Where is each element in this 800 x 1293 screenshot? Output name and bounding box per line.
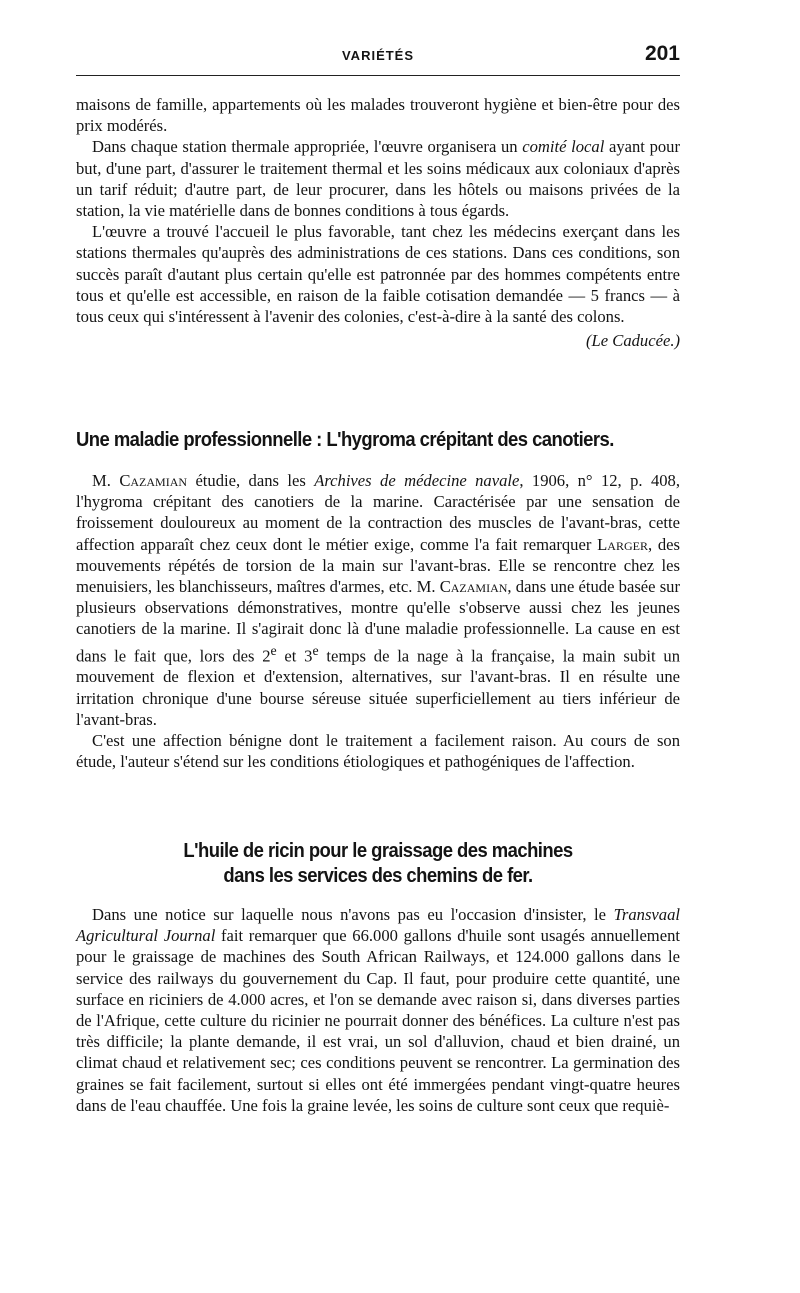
- text-run: Dans une notice sur laquelle nous n'avons pas eu l'occasion d'insister, le: [92, 905, 614, 924]
- running-head: [76, 42, 680, 72]
- superscript: e: [312, 642, 319, 658]
- paragraph: [76, 136, 680, 221]
- article-continuation: [76, 94, 680, 351]
- text-run: ayant pour but, d'une part, d'assurer le traitement thermal et les soins médicaux aux coloniaux d'après un tarif réduit; d'autre part, de leur procurer, dans les hôtels ou maisons privées de la station, la vie matérielle dans de bonnes conditions à tous égards.: [76, 137, 680, 221]
- author-name: Larger: [597, 534, 648, 554]
- journal-title: Archives de médecine navale: [314, 471, 520, 490]
- heading-line: L'huile de ricin pour le graissage des machines: [183, 839, 573, 862]
- author-name: Cazamian: [439, 577, 508, 597]
- section-heading: [106, 838, 650, 888]
- italic-term: comité local: [522, 137, 605, 157]
- article-ricin: [76, 904, 680, 1116]
- paragraph: [76, 470, 680, 730]
- journal-title: Transvaal Agricultural Journal: [76, 905, 680, 946]
- running-title: VARIÉTÉS: [341, 48, 415, 63]
- text-run: Dans chaque station thermale appropriée, l'œuvre organisera un: [92, 137, 523, 157]
- source-citation: (Le Caducée.): [586, 331, 680, 351]
- text-run: , des mouvements répétés de torsion de la main sur l'avant-bras. Elle se rencontre chez les menuisiers, les blanchisseurs, maîtres d'armes, etc. M.: [76, 534, 680, 597]
- text-run: , 1906, n° 12, p. 408, l'hygroma crépitant des canotiers de la marine. Caractérisée par une sensation de froissement douloureux au moment de la contraction des muscles de l'avant-bras, cette affection apparaît chez ceux dont le métier exige, comme l'a fait remarquer: [76, 471, 680, 554]
- section-heading: Une maladie professionnelle : L'hygroma crépitant des canotiers.: [76, 428, 614, 451]
- text-run: M.: [92, 471, 120, 490]
- article-hygroma: [76, 470, 680, 772]
- text-run: , dans une étude basée sur plusieurs observations démonstratives, montre qu'elle s'observe aussi chez les jeunes canotiers de la marine. Il s'agirait donc là d'une maladie professionnelle. La cause en est dans le fait que, lors des 2: [76, 577, 680, 666]
- paragraph: maisons de famille, appartements où les malades trouveront hygiène et bien-être pour des prix modérés.: [76, 95, 680, 136]
- superscript: e: [270, 642, 277, 658]
- text-run: et 3: [276, 646, 313, 666]
- text-run: étudie, dans les: [187, 471, 315, 490]
- text-run: temps de la nage à la française, la main subit un mouvement de flexion et d'extension, alternatives, sur l'avant-bras. Il en résulte une irritation chronique d'une bourse séreuse située superficiellement au tiers inférieur de l'avant-bras.: [76, 646, 681, 729]
- heading-line: dans les services des chemins de fer.: [223, 864, 533, 887]
- paragraph: L'œuvre a trouvé l'accueil le plus favorable, tant chez les médecins exerçant dans les stations thermales qu'auprès des administrations de ces stations. Dans ces conditions, son succès paraît d'autant plus certain qu'elle est patronnée par des hommes compétents entre tous et qu'elle est accessible, en raison de la faible cotisation demandée — 5 francs — à tous ceux qui s'intéressent à l'avenir des colonies, c'est-à-dire à la santé des colons.: [76, 222, 680, 327]
- paragraph: [76, 904, 680, 1116]
- paragraph: C'est une affection bénigne dont le traitement a facilement raison. Au cours de son étude, l'auteur s'étend sur les conditions étiologiques et pathogéniques de l'affection.: [76, 730, 680, 772]
- author-name: Cazamian: [119, 471, 188, 490]
- page-number: 201: [644, 42, 680, 65]
- text-run: fait remarquer que 66.000 gallons d'huile sont usagés annuellement pour le graissage de machines des South African Railways, et 124.000 gallons dans le service des railways du gouvernement du Cap. Il faut, pour produire cette quantité, une surface en riciniers de 4.000 acres, et l'on se demande avec raison si, dans diverses parties de l'Afrique, cette culture du ricinier ne pourrait donner des bénéfices. La culture n'est pas très difficile; la plante demande, il est vrai, un sol d'alluvion, chaud et bien drainé, un climat chaud et relativement sec; ces conditions peuvent se rencontrer. La germination des graines se fait facilement, surtout si elles ont été immergées pendant vingt-quatre heures dans de l'eau chauffée. Une fois la graine levée, les soins de culture sont ceux que requiè-: [76, 926, 680, 1115]
- header-rule: [76, 75, 680, 76]
